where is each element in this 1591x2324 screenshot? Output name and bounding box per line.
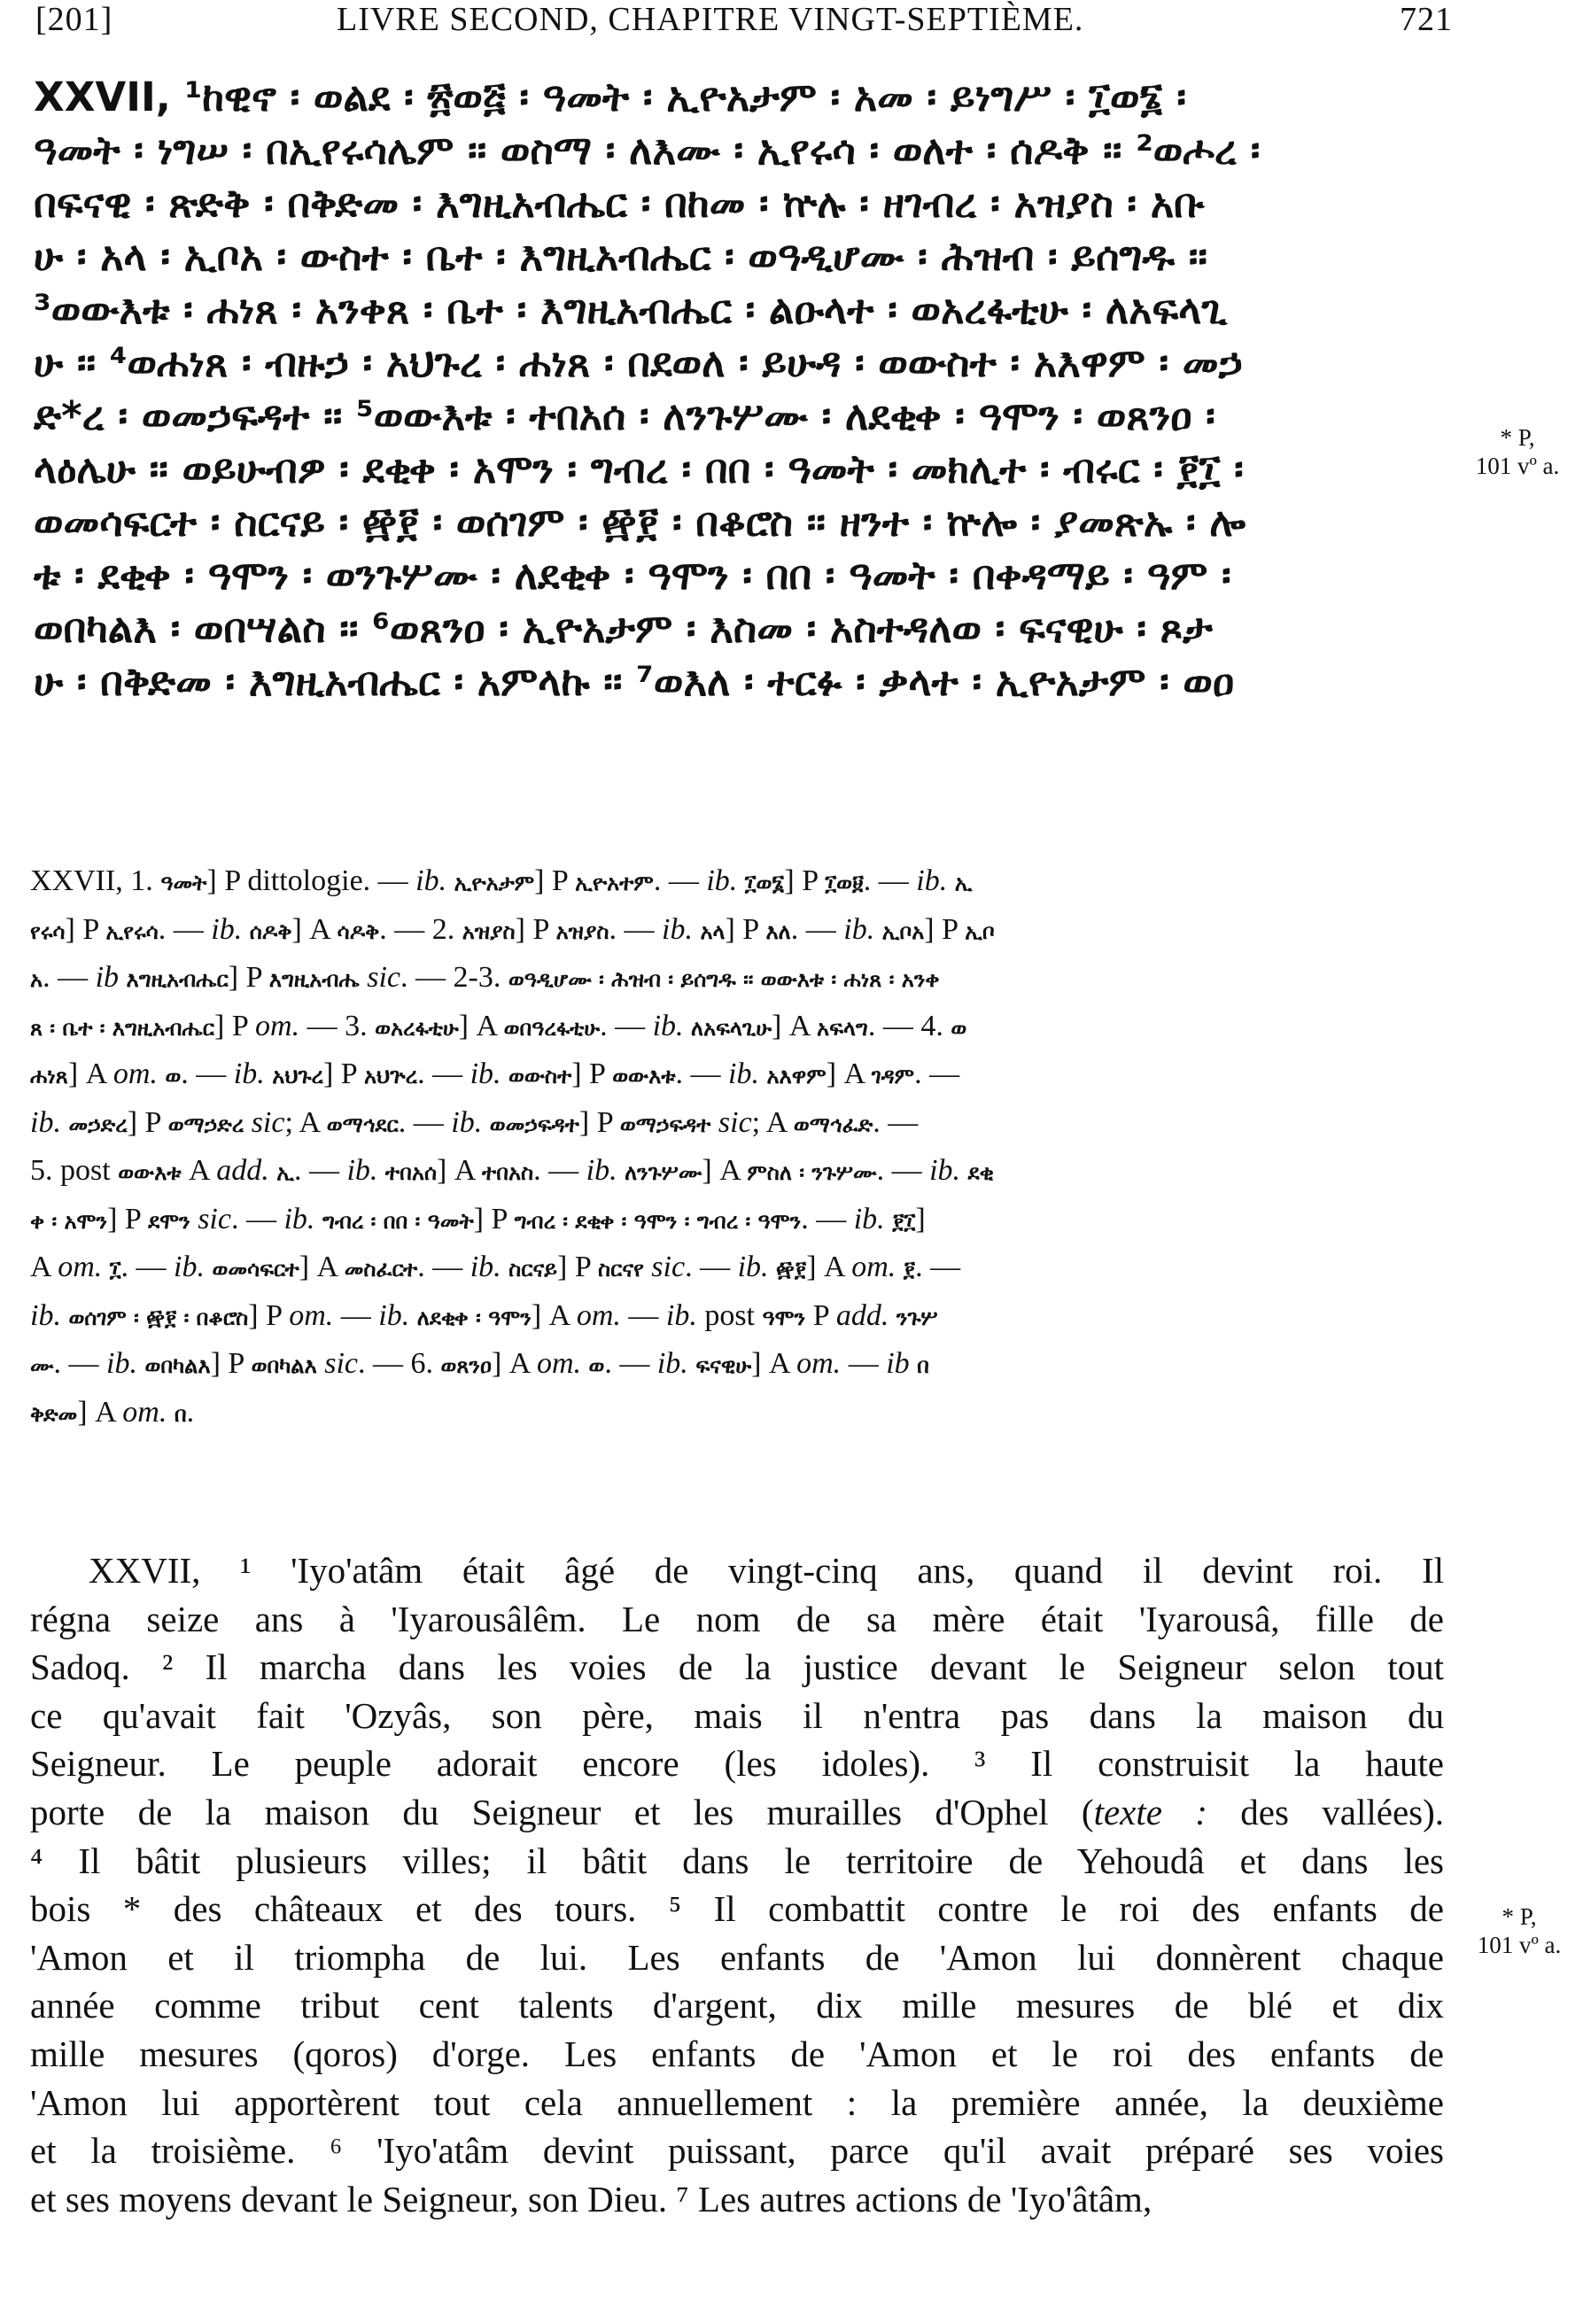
text-segment [737, 864, 745, 897]
text-segment [190, 1203, 198, 1236]
text-segment [482, 1106, 490, 1139]
text-segment: . — [181, 1057, 234, 1090]
ethiopic-lemma: ፲ወ፱ [825, 871, 864, 895]
text-segment [167, 1396, 175, 1429]
text-segment: ] A [702, 1154, 748, 1187]
text-segment: mille mesures (qoros) d'orge. Les enfants de 'Amon et le roi des enfants de [30, 2033, 1444, 2074]
ethiopic-line: ዓመት ፡ ነግሠ ፡ በኢየሩሳሌም ፡፡ ወስማ ፡ ለእሙ ፡ ኢየሩሳ ፡ ወለተ ፡ ሰዶቅ ፡፡ ²ወሖረ ፡ [34, 127, 1261, 174]
italic-text: om. [58, 1251, 103, 1283]
ethiopic-line: ሁ ፡ በቅድመ ፡ እግዚአብሔር ፡ አምላኩ ፡፡ ⁷ወእለ ፡ ተርፉ ፡ ቃላተ ፡ ኢዮአታም ፡ ወዐ [34, 658, 1235, 705]
ethiopic-lemma: በ [174, 1401, 187, 1427]
french-translation [30, 1546, 1444, 2223]
ethiopic-lemma: ፍናዊሁ [695, 1353, 752, 1378]
ethiopic-lemma: ደቂ [967, 1160, 994, 1185]
text-segment: ] P [248, 1298, 290, 1332]
italic-text: ib. [737, 1251, 769, 1283]
ethiopic-lemma: ኢቦአ [881, 918, 925, 944]
ethiopic-lemma: ወመሳፍርተ [212, 1257, 299, 1282]
text-segment: . — [863, 864, 917, 897]
ethiopic-lemma: ወማኃድረ [167, 1112, 244, 1137]
text-segment [769, 1251, 777, 1283]
text-segment: ] P [322, 1057, 364, 1090]
ethiopic-lemma: ቅድመ [30, 1401, 78, 1427]
italic-text: ib. [30, 1298, 61, 1332]
italic-text: sic [718, 1105, 752, 1139]
text-segment [896, 1251, 904, 1283]
text-segment: 5. post [30, 1154, 119, 1187]
text-segment: XXVII, 1. [30, 864, 161, 897]
text-segment: . — [685, 1251, 738, 1283]
translation-line [30, 1837, 1444, 1886]
ethiopic-lemma: ተበአስ [482, 1160, 534, 1185]
translation-line [30, 2126, 1444, 2175]
ethiopic-lemma: አፍላግ [817, 1015, 868, 1041]
ethiopic-lemma: ፻ [903, 1257, 916, 1282]
text-segment: et ses moyens devant le Seigneur, son Dieu. ⁷ Les autres actions de 'Iyo'âtâm, [30, 2178, 1153, 2219]
translation-line [30, 1788, 1444, 1837]
italic-text: ib. [843, 912, 875, 946]
text-segment: — [333, 1298, 379, 1332]
text-segment: ] A [458, 1009, 504, 1042]
translation-line [30, 1933, 1444, 1982]
italic-text: ib. [853, 1202, 885, 1236]
text-segment: . — [790, 912, 844, 946]
translation-line [30, 2030, 1444, 2079]
text-segment: ] P [578, 1105, 620, 1139]
italic-text: ib. [211, 912, 243, 946]
text-segment [947, 864, 955, 897]
text-segment: . — [873, 1105, 919, 1139]
text-segment: des vallées). [1207, 1791, 1444, 1832]
text-segment: . — [158, 912, 212, 946]
text-segment: . — [914, 1057, 960, 1090]
text-segment: . — [53, 1347, 107, 1380]
margin-note-line: 101 vº a. [1475, 453, 1560, 479]
ethiopic-lemma: ወአረፋቲሁ [375, 1015, 459, 1041]
translation-line [30, 1981, 1444, 2030]
text-segment: . [186, 1395, 195, 1429]
italic-text: ib. [470, 1057, 501, 1090]
italic-text: ib. [470, 1251, 501, 1283]
apparatus-line [30, 1340, 1430, 1389]
apparatus-line [30, 1243, 1430, 1292]
text-segment [242, 913, 250, 946]
text-segment: ] A [77, 1395, 123, 1429]
ethiopic-lemma: ወ [588, 1353, 605, 1378]
ethiopic-lemma: ወዓዲሆሙ ፡ ሕዝብ ፡ ይሰግዱ ፡፡ ወውእቱ ፡ ሐነጸ ፡ አንቀ [508, 967, 940, 992]
translation-line [30, 2079, 1444, 2127]
italic-text: ib. [656, 1347, 688, 1380]
ethiopic-lemma: ተበአሰ [384, 1160, 438, 1185]
italic-text: ib. [706, 864, 738, 897]
italic-text: texte : [1093, 1791, 1207, 1832]
text-segment [102, 1251, 110, 1283]
translation-line [30, 1643, 1444, 1692]
ethiopic-lemma: አህጕረ [363, 1064, 418, 1088]
text-segment: ] A [531, 1298, 577, 1332]
text-segment: XXVII, ¹ 'Iyo'atâm était âgé de vingt-cinq ans, quand il devint roi. Il [89, 1550, 1444, 1591]
text-segment [889, 1299, 896, 1332]
ethiopic-lemma: ገዳም [871, 1064, 915, 1088]
text-segment: post [696, 1298, 763, 1332]
text-segment: P [805, 1298, 836, 1332]
text-segment: ] A [67, 1057, 113, 1090]
text-segment: porte de la maison du Seigneur et les murailles d'Ophel ( [30, 1791, 1094, 1832]
text-segment: A [181, 1154, 217, 1187]
text-segment: ] A [491, 1347, 537, 1380]
text-segment: ] P [784, 864, 826, 897]
italic-text: om. [289, 1298, 334, 1332]
text-segment: ] P [924, 912, 966, 946]
ethiopic-lemma: ወውስተ [508, 1064, 572, 1088]
apparatus-line [30, 1196, 1430, 1244]
ethiopic-line: ቱ ፡ ደቂቀ ፡ ዓሞን ፡ ወንጉሦሙ ፡ ለደቂቀ ፡ ዓሞን ፡ በበ ፡ ዓመት ፡ በቀዳማይ ፡ ዓም ፡ [34, 552, 1231, 599]
text-segment: . — [398, 1105, 452, 1139]
italic-text: ib [886, 1347, 910, 1380]
italic-text: ib [95, 961, 120, 994]
apparatus-line [30, 954, 1430, 1003]
translation-line [30, 1885, 1444, 1933]
text-segment [244, 1106, 252, 1139]
ethiopic-lemma: እግዚአብሔ [268, 967, 360, 992]
ethiopic-lemma: ሙ [30, 1353, 54, 1378]
ethiopic-lemma: ወጸንዐ [440, 1353, 492, 1378]
italic-text: ib. [233, 1057, 265, 1090]
text-segment: ; A [751, 1105, 794, 1139]
text-segment: — [620, 1298, 666, 1332]
text-segment: ] A [751, 1347, 797, 1380]
text-segment [265, 1057, 273, 1090]
text-segment [360, 961, 368, 994]
translation-line [30, 1546, 1444, 1595]
italic-text: ib. [106, 1347, 137, 1380]
ethiopic-lemma: ኢየሩሳ [105, 918, 159, 944]
ethiopic-lemma: ፲ወ፮ [744, 871, 785, 895]
text-segment: ] P [228, 961, 269, 994]
ethiopic-lemma: በ [917, 1353, 929, 1378]
text-segment: ce qu'avait fait 'Ozyâs, son père, mais il n'entra pas dans la maison du [30, 1694, 1444, 1736]
ethiopic-lemma: የሩሳ [30, 918, 66, 944]
ethiopic-lemma: ግብረ ፡ ደቂቀ ፡ ዓሞን ፡ ግብረ ፡ ዓሞን [514, 1208, 802, 1234]
margin-note-translation [1462, 1902, 1577, 1959]
translation-line [30, 1595, 1444, 1644]
text-segment [684, 1010, 692, 1042]
text-segment [317, 1347, 325, 1380]
ethiopic-lemma: ደሞን [148, 1208, 190, 1234]
text-segment [617, 1154, 625, 1187]
ethiopic-lemma: ፲ [109, 1257, 121, 1282]
text-segment: ] P [515, 912, 556, 946]
margin-note-ethiopic [1460, 423, 1575, 480]
italic-text: om. [255, 1009, 300, 1042]
margin-note-line: * P, [1500, 424, 1535, 451]
italic-text: ib. [665, 1298, 697, 1332]
italic-text: add. [216, 1154, 269, 1187]
text-segment [446, 864, 454, 897]
italic-text: om. [576, 1298, 621, 1332]
text-segment: . — 6. [358, 1347, 441, 1380]
italic-text: sic [651, 1251, 686, 1283]
ethiopic-lemma: ወበዓረፋቲሁ [503, 1015, 601, 1041]
translation-line [30, 2175, 1444, 2224]
ethiopic-lemma: አላ [700, 918, 726, 944]
text-segment: ] A [437, 1154, 483, 1187]
ethiopic-lemma: ወማኅፈድ [793, 1112, 873, 1137]
margin-note-line: * P, [1502, 1903, 1537, 1930]
text-segment: . — [801, 1202, 854, 1236]
text-segment: . — [230, 1202, 284, 1236]
text-segment: . — [876, 1154, 930, 1187]
ethiopic-lemma: ኢ [276, 1160, 294, 1185]
text-segment: ] A [291, 912, 338, 946]
text-segment [269, 1154, 277, 1187]
italic-text: ib. [378, 1298, 410, 1332]
ethiopic-line: ወመሳፍርተ ፡ ስርናይ ፡ ፼፻ ፡ ወሰገም ፡ ፼፻ ፡ በቆሮስ ፡፡ ዘንተ ፡ ኵሎ ፡ ያመጽኡ ፡ ሎ [34, 499, 1246, 546]
apparatus-line [30, 906, 1430, 955]
ethiopic-lemma: አዝያስ [462, 918, 516, 944]
ethiopic-lemma: ወማኅደር [326, 1112, 399, 1137]
translation-line [30, 1739, 1444, 1788]
ethiopic-lemma: ለደቂቀ ፡ ዓሞን [416, 1305, 532, 1330]
ethiopic-lemma: ወበካልእ [144, 1353, 211, 1378]
text-segment: ; A [284, 1105, 327, 1139]
text-segment: bois * des châteaux et des tours. ⁵ Il combattit contre le roi des enfants de [30, 1888, 1444, 1930]
ethiopic-lemma: እግዚአብሔር [126, 967, 229, 992]
ethiopic-text-block [34, 71, 1462, 709]
apparatus-line [30, 857, 1430, 906]
italic-text: ib. [415, 864, 447, 897]
text-segment: . — [417, 1251, 470, 1283]
text-segment: . — 4. [867, 1009, 951, 1042]
ethiopic-lemma: አ [30, 967, 43, 992]
ethiopic-lemma: ወበካልእ [251, 1353, 317, 1378]
ethiopic-lemma: ሳዶቅ [337, 918, 380, 944]
ethiopic-lemma: ወመኃፍዳተ [489, 1112, 579, 1137]
text-segment: et la troisième. ⁶ 'Iyo'atâm devint puissant, parce qu'il avait préparé ses voies [30, 2130, 1444, 2172]
running-title: LIVRE SECOND, CHAPITRE VINGT-SEPTIÈME. [337, 1, 1084, 38]
text-segment: . — [533, 1154, 586, 1187]
italic-text: sic [198, 1202, 231, 1236]
italic-text: ib. [30, 1105, 61, 1139]
ethiopic-lemma: ሐነጸ [30, 1064, 68, 1088]
ethiopic-lemma: ዓሞን [762, 1305, 806, 1330]
translation-line [30, 1692, 1444, 1740]
italic-text: ib. [916, 864, 948, 897]
text-segment: ] P [210, 1347, 252, 1380]
ethiopic-lemma: ሰዶቅ [249, 918, 292, 944]
italic-text: om. [796, 1347, 842, 1380]
italic-text: sic [324, 1347, 358, 1380]
margin-note-line: 101 vº a. [1477, 1932, 1562, 1958]
ethiopic-lemma: ኢቦ [965, 918, 995, 944]
apparatus-line [30, 1389, 1430, 1437]
ethiopic-lemma: ፼፻ [776, 1257, 807, 1282]
apparatus-line [30, 1292, 1430, 1341]
ethiopic-line: በፍናዊ ፡ ጽድቅ ፡ በቅድመ ፡ እግዚአብሔር ፡ በከመ ፡ ኵሉ ፡ ዘገብረ ፡ አዝያስ ፡ አቡ [34, 180, 1205, 227]
text-segment [910, 1347, 918, 1380]
text-segment: . — [43, 961, 96, 994]
italic-text: om. [536, 1347, 581, 1380]
text-segment [501, 1251, 509, 1283]
italic-text: ib. [451, 1105, 483, 1139]
ethiopic-line: ወበካልእ ፡ ወበሣልስ ፡፡ ⁶ወጸንዐ ፡ ኢዮአታም ፡ እስመ ፡ አስተዳለወ ፡ ፍናዊሁ ፡ ጾታ [34, 605, 1213, 652]
ethiopic-line: ሁ ፡፡ ⁴ወሐነጸ ፡ ብዙኃ ፡ አህጉረ ፡ ሐነጸ ፡ በደወለ ፡ ይሁዳ ፡ ወውስተ ፡ አእዋም ፡ መኃ [34, 339, 1243, 386]
text-segment: ] P dittologie. — [206, 864, 416, 897]
ethiopic-lemma: አዝያስ [555, 918, 609, 944]
text-segment: 'Amon et il triompha de lui. Les enfants de 'Amon lui donnèrent chaque [30, 1936, 1444, 1978]
text-segment [377, 1154, 385, 1187]
text-segment: . — [915, 1251, 961, 1283]
text-segment: année comme tribut cent talents d'argent, dix mille mesures de blé et dix [30, 1985, 1444, 2026]
text-segment: . — [653, 864, 707, 897]
ethiopic-lemma: ኢዮአታም [454, 871, 535, 895]
apparatus-line [30, 1003, 1430, 1051]
text-segment: ] P [557, 1251, 598, 1283]
text-segment: . — [417, 1057, 470, 1090]
text-segment: ] P [65, 912, 106, 946]
italic-text: sic [251, 1105, 285, 1139]
text-segment: . — [675, 1057, 729, 1090]
italic-text: om. [113, 1057, 158, 1090]
text-segment: . — 2-3. [400, 961, 508, 994]
ethiopic-lemma: ወ [165, 1064, 182, 1088]
text-segment: . — [600, 1009, 653, 1042]
ethiopic-lemma: አህጉረ [272, 1064, 323, 1088]
ethiopic-lemma: ወውእቱ [118, 1160, 182, 1185]
ethiopic-line: ላዕሌሁ ፡፡ ወይሁብዎ ፡ ደቂቀ ፡ አሞን ፡ ግብረ ፡ በበ ፡ ዓመት ፡ መክሊተ ፡ ብሩር ፡ ፻፲ ፡ [34, 445, 1244, 492]
ethiopic-lemma: ኢዮአተም [575, 871, 654, 895]
text-segment [314, 1203, 322, 1236]
ethiopic-line: XXVII, ¹ከዊኖ ፡ ወልደ ፡ ፳ወ፭ ፡ ዓመት ፡ ኢዮአታም ፡ አመ ፡ ይነግሥ ፡ ፲ወ፮ ፡ [34, 74, 1187, 120]
text-segment: . — [120, 1251, 175, 1283]
text-segment [119, 961, 127, 994]
text-segment: ] P [127, 1105, 168, 1139]
text-segment: ] P [214, 1009, 256, 1042]
text-segment: ] A [299, 1251, 345, 1283]
italic-text: ib. [652, 1009, 684, 1042]
ethiopic-lemma: ለአፍላጊሁ [691, 1015, 772, 1041]
text-segment: 'Amon lui apportèrent tout cela annuellement : la première année, la deuxième [30, 2081, 1444, 2123]
italic-text: ib. [662, 912, 693, 946]
ethiopic-lemma: ኢ [954, 871, 973, 895]
ethiopic-lemma: እለ [765, 918, 791, 944]
text-segment: ] P [571, 1057, 613, 1090]
italic-text: om. [122, 1395, 167, 1429]
text-segment: ⁴ Il bâtit plusieurs villes; il bâtit dans le territoire de Yehoudâ et dans les [30, 1840, 1444, 1881]
text-segment: ] A [772, 1009, 818, 1042]
ethiopic-lemma: አእዋም [766, 1064, 827, 1088]
text-segment: Seigneur. Le peuple adorait encore (les idoles). ³ Il construisit la haute [30, 1743, 1444, 1785]
ethiopic-lemma: መስፈርተ [344, 1257, 418, 1282]
text-segment [874, 913, 882, 946]
italic-text: ib. [174, 1251, 205, 1283]
text-segment: — 3. [299, 1009, 376, 1042]
ethiopic-lemma: ጸ ፡ ቤተ ፡ እግዚአብሔር [30, 1015, 215, 1041]
ethiopic-lemma: ንጉሦ [896, 1305, 938, 1330]
italic-text: ib. [728, 1057, 759, 1090]
ethiopic-lemma: ወማኃፍዳተ [619, 1112, 711, 1137]
ethiopic-line: ³ወውእቱ ፡ ሐነጸ ፡ አንቀጸ ፡ ቤተ ፡ እግዚአብሔር ፡ ልዑላተ ፡ ወአረፋቲሁ ፡ ለአፍላጊ [34, 286, 1228, 333]
italic-text: sic [367, 961, 401, 994]
ethiopic-lemma: ለንጉሦሙ [625, 1160, 702, 1185]
text-segment: ] [915, 1202, 926, 1236]
ethiopic-lemma: ግብረ ፡ በበ ፡ ዓመት [322, 1208, 474, 1234]
text-segment: ] P [107, 1202, 149, 1236]
running-head [35, 0, 1453, 44]
apparatus-line [30, 1147, 1430, 1196]
ethiopic-lemma: ወሰገም ፡ ፼፻ ፡ በቆሮስ [68, 1305, 249, 1330]
text-segment: ] A [826, 1057, 872, 1090]
folio-left: [201] [35, 1, 113, 38]
text-segment [501, 1057, 509, 1090]
italic-text: ib. [929, 1154, 961, 1187]
ethiopic-lemma: ፻፲ [892, 1208, 916, 1234]
page-number: 721 [1400, 1, 1453, 38]
italic-text: ib. [586, 1154, 617, 1187]
italic-text: om. [851, 1251, 896, 1283]
italic-text: add. [835, 1298, 889, 1332]
ethiopic-lemma: መኃድረ [68, 1112, 128, 1137]
text-segment: . — [604, 1347, 657, 1380]
italic-text: ib. [346, 1154, 378, 1187]
ethiopic-lemma: ምስለ ፡ ንጉሦሙ [747, 1160, 877, 1185]
text-segment [960, 1154, 968, 1187]
critical-apparatus [30, 857, 1430, 1437]
text-segment [885, 1203, 893, 1236]
text-segment: . — [293, 1154, 347, 1187]
text-segment: ] P [473, 1202, 515, 1236]
text-segment: . — [609, 912, 662, 946]
italic-text: ib. [283, 1202, 315, 1236]
text-segment: ] P [534, 864, 576, 897]
ethiopic-lemma: ስርናይ [508, 1257, 558, 1282]
text-segment: . — 2. [379, 912, 462, 946]
ethiopic-line: ድ*ረ ፡ ወመኃፍዳተ ፡፡ ⁵ወውእቱ ፡ ተበአሰ ፡ ለንጉሦሙ ፡ ለደቂቀ ፡ ዓሞን ፡ ወጸንዐ ፡ [34, 392, 1215, 439]
text-segment: ] P [725, 912, 766, 946]
ethiopic-lemma: ዓመት [160, 871, 207, 895]
text-segment: — [841, 1347, 887, 1380]
text-segment: A [30, 1251, 58, 1283]
text-segment [409, 1299, 417, 1332]
text-segment [581, 1347, 589, 1380]
apparatus-line [30, 1050, 1430, 1099]
ethiopic-lemma: ስርናየ [598, 1257, 644, 1282]
text-segment [710, 1106, 718, 1139]
ethiopic-lemma: ወ [951, 1015, 967, 1041]
text-segment: ] A [806, 1251, 852, 1283]
apparatus-line [30, 1099, 1430, 1148]
ethiopic-line: ሁ ፡ አላ ፡ ኢቦአ ፡ ውስተ ፡ ቤተ ፡ እግዚአብሔር ፡ ወዓዲሆሙ ፡ ሕዝብ ፡ ይሰግዱ ፡፡ [34, 233, 1208, 280]
text-segment: régna seize ans à 'Iyarousâlêm. Le nom de sa mère était 'Iyarousâ, fille de [30, 1598, 1444, 1639]
text-segment: Sadoq. ² Il marcha dans les voies de la justice devant le Seigneur selon tout [30, 1646, 1444, 1688]
ethiopic-lemma: ወውእቱ [612, 1064, 676, 1088]
ethiopic-lemma: ቀ ፡ አሞን [30, 1208, 108, 1234]
